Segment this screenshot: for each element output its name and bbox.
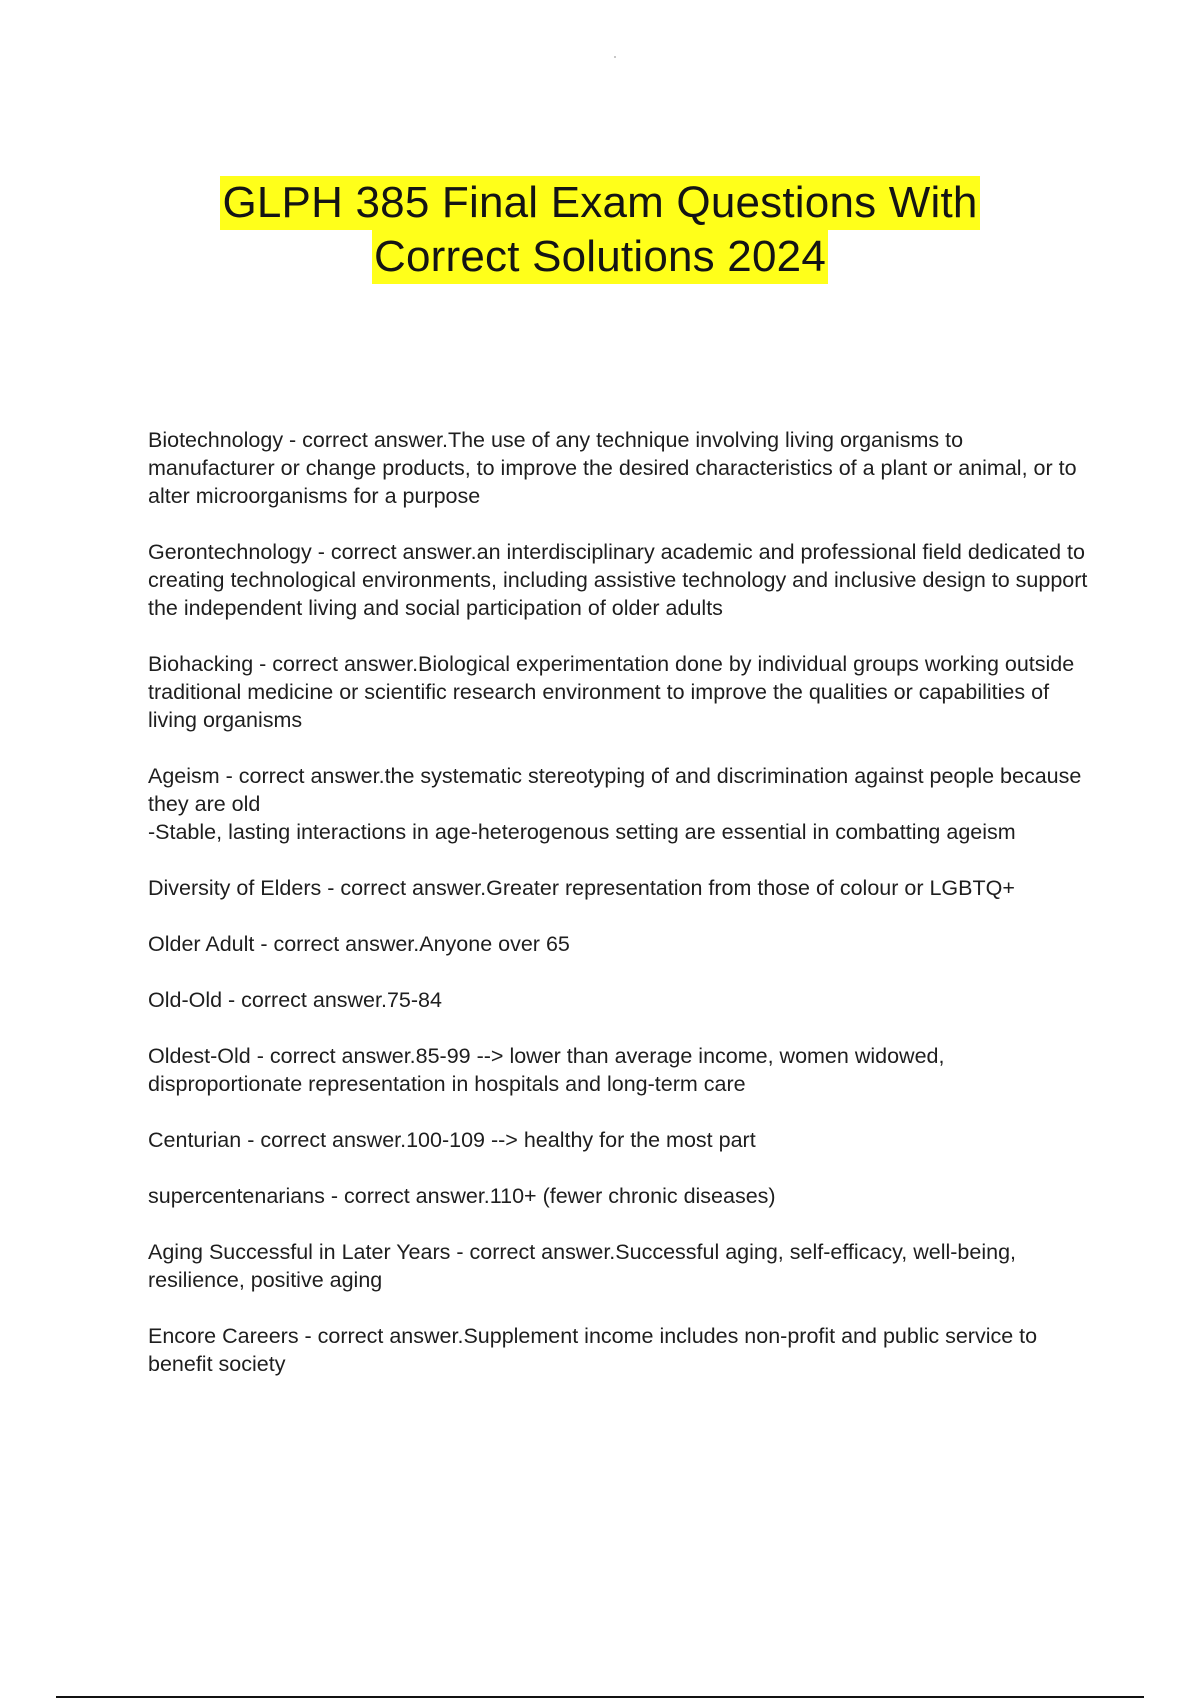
qa-entry-encore-careers: Encore Careers - correct answer.Supplement income includes non-profit and public service to benefit society [148, 1324, 1038, 1376]
qa-entries-list [148, 426, 1088, 1406]
qa-entry-biohacking: Biohacking - correct answer.Biological experimentation done by individual groups working outside traditional medicine or scientific research environment to improve the qualities or capabilities of living organisms [148, 652, 1075, 732]
qa-entry-old-old: Old-Old - correct answer.75-84 [148, 988, 442, 1012]
qa-entry-centurian: Centurian - correct answer.100-109 --> healthy for the most part [148, 1128, 756, 1152]
title-line-2: Correct Solutions 2024 [372, 230, 828, 284]
title-line-1: GLPH 385 Final Exam Questions With [220, 176, 979, 230]
qa-entry-supercentenarians: supercentenarians - correct answer.110+ (fewer chronic diseases) [148, 1184, 776, 1208]
qa-entry-biotechnology: Biotechnology - correct answer.The use of any technique involving living organisms to manufacturer or change products, to improve the desired characteristics of a plant or animal, or to alter microorganisms for a purpose [148, 428, 1077, 508]
page-bottom-rule [56, 1696, 1144, 1698]
qa-entry-ageism: Ageism - correct answer.the systematic stereotyping of and discrimination against people because they are old -Stable, lasting interactions in age-heterogenous setting are essential in combatting ageism [148, 764, 1082, 844]
qa-entry-aging-successful: Aging Successful in Later Years - correct answer.Successful aging, self-efficacy, well-being, resilience, positive aging [148, 1240, 1016, 1292]
qa-entry-oldest-old: Oldest-Old - correct answer.85-99 --> lower than average income, women widowed, disproportionate representation in hospitals and long-term care [148, 1044, 945, 1096]
scan-speck [614, 56, 616, 58]
qa-entry-diversity-of-elders: Diversity of Elders - correct answer.Greater representation from those of colour or LGBTQ+ [148, 876, 1015, 900]
qa-entry-gerontechnology: Gerontechnology - correct answer.an interdisciplinary academic and professional field dedicated to creating technological environments, including assistive technology and inclusive design to support the independent living and social participation of older adults [148, 540, 1088, 620]
qa-entry-older-adult: Older Adult - correct answer.Anyone over 65 [148, 932, 570, 956]
document-title [0, 176, 1200, 284]
